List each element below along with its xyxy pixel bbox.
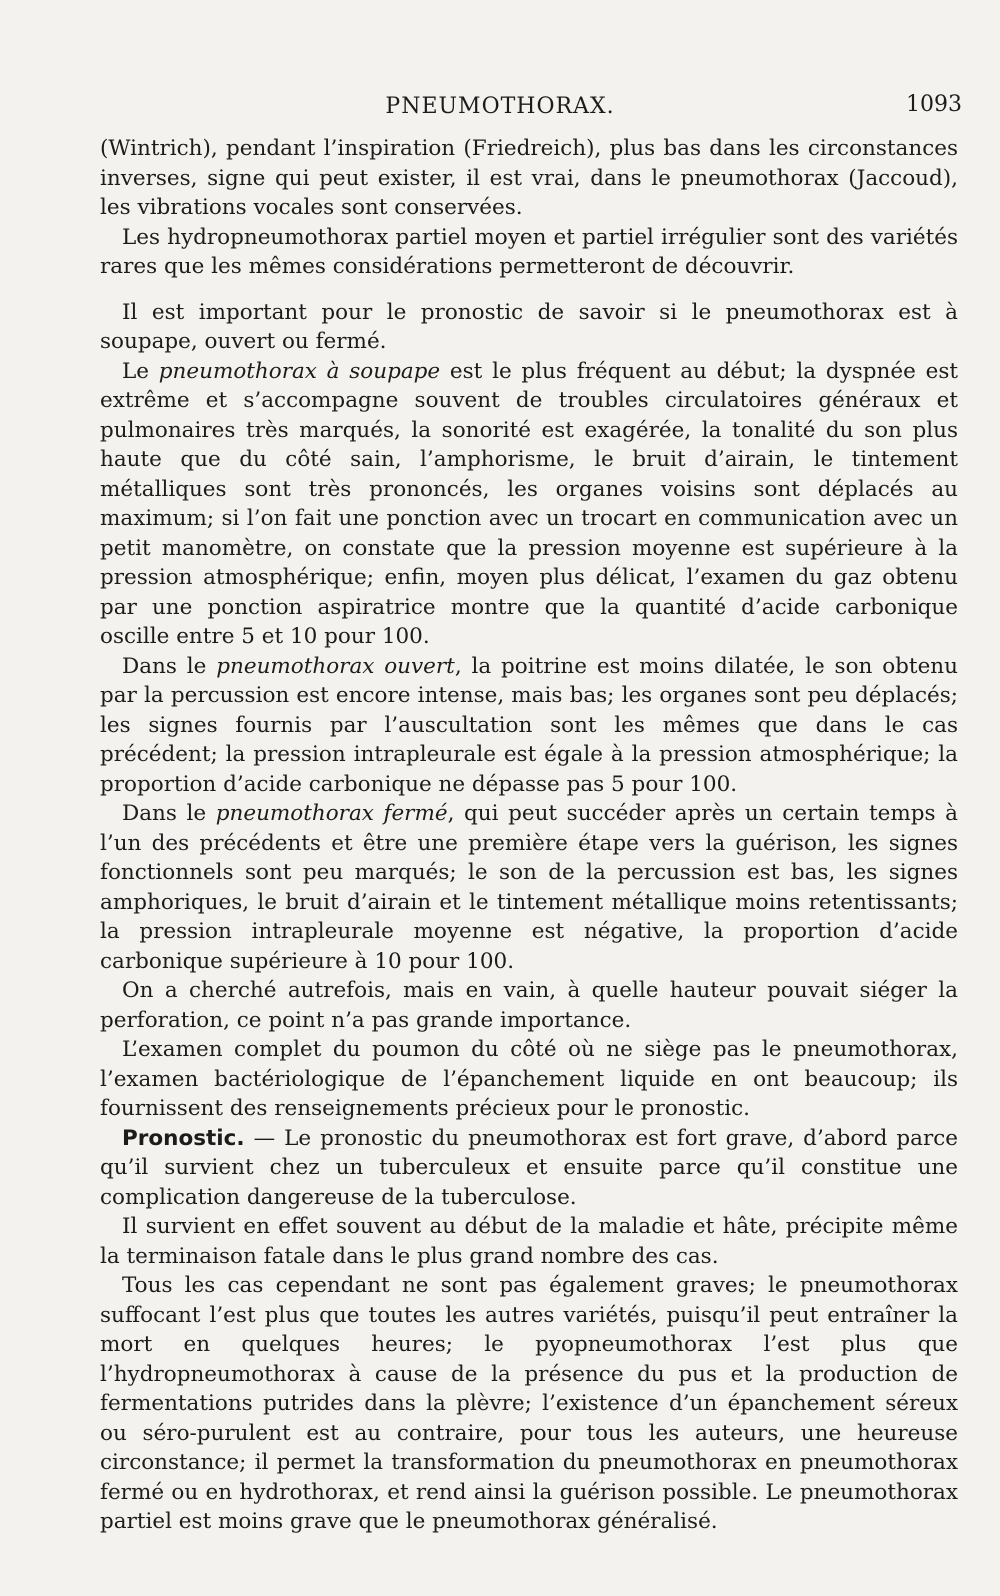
paragraph-text: — Le pronostic du pneumothorax est fort grave, d’abord parce qu’il survient chez un tuberculeux et ensuite parce qu’il constitue une complication dangereuse de la tuberculose. [100,1125,958,1210]
paragraph-text: Les hydropneumothorax partiel moyen et partiel irrégulier sont des variétés rares que les mêmes considérations permetteront de découvrir. [100,224,958,279]
paragraph [100,652,958,800]
paragraph-text: Le [122,358,159,384]
italic-term: pneumothorax ouvert [216,653,455,679]
paragraph-text: , qui peut succéder après un certain temps à l’un des précédents et être une première étape vers la guérison, les signes fonctionnels sont peu marqués; le son de la percussion est bas, les signes amphoriques, le bruit d’airain et le tintement métallique moins retentissants; la pression intrapleurale moyenne est négative, la proportion d’acide carbonique supérieure à 10 pour 100. [100,801,958,974]
paragraph-text: On a cherché autrefois, mais en vain, à quelle hauteur pouvait siéger la perforation, ce point n’a pas grande importance. [100,978,958,1033]
italic-term: pneumothorax fermé [215,801,448,826]
paragraph [100,134,958,223]
paragraph [100,298,958,357]
paragraph [100,1212,958,1271]
page-number: 1093 [906,92,962,117]
paragraph [100,1035,958,1124]
section-heading: Pronostic. [122,1125,245,1151]
paragraph-text: (Wintrich), pendant l’inspiration (Friedreich), plus bas dans les circonstances inverses, signe qui peut exister, il est vrai, dans le pneumothorax (Jaccoud), les vibrations vocales sont conservées. [100,136,958,220]
paragraph [100,1271,958,1537]
paragraph-text: Il survient en effet souvent au début de la maladie et hâte, précipite même la terminaison fatale dans le plus grand nombre des cas. [100,1214,958,1269]
paragraph-text: Dans le [122,653,217,679]
paragraph [100,223,958,282]
paragraph-text: , la poitrine est moins dilatée, le son obtenu par la percussion est encore intense, mais bas; les organes sont peu déplacés; les signes fournis par l’auscultation sont les mêmes que dans le cas précédent; la pression intrapleurale est égale à la pression atmosphérique; la proportion d’acide carbonique ne dépasse pas 5 pour 100. [100,653,958,797]
paragraph-text: Dans le [122,801,216,826]
paragraph-text: Il est important pour le pronostic de savoir si le pneumothorax est à soupape, ouvert ou fermé. [100,299,958,354]
paragraph-text: L’examen complet du poumon du côté où ne siège pas le pneumothorax, l’examen bactériologique de l’épanchement liquide en ont beaucoup; ils fournissent des renseignements précieux pour le pronostic. [100,1037,958,1121]
paragraph-text: est le plus fréquent au début; la dyspnée est extrême et s’accompagne souvent de troubles circulatoires généraux et pulmonaires très marqués, la sonorité est exagérée, la tonalité du son plus haute que du côté sain, l’amphorisme, le bruit d’airain, le tintement métalliques sont très prononcés, les organes voisins sont déplacés au maximum; si l’on fait une ponction avec un trocart en communication avec un petit manomètre, on constate que la pression moyenne est supérieure à la pression atmosphérique; enfin, moyen plus délicat, l’examen du gaz obtenu par une ponction aspiratrice montre que la quantité d’acide carbonique oscille entre 5 et 10 pour 100. [100,358,958,649]
paragraph [100,1124,958,1213]
paragraph [100,357,958,652]
paragraph [100,976,958,1035]
page-header [0,88,1000,128]
paragraph [100,799,958,976]
body-text [100,134,958,1537]
running-title: PNEUMOTHORAX. [385,94,615,119]
paragraph-text: Tous les cas cependant ne sont pas également graves; le pneumothorax suffocant l’est plus que toutes les autres variétés, puisqu’il peut entraîner la mort en quelques heures; le pyopneumothorax l’est plus que l’hydropneumothorax à cause de la présence du pus et la production de fermentations putrides dans la plèvre; l’existence d’un épanchement séreux ou séro-purulent est au contraire, pour tous les auteurs, une heureuse circonstance; il permet la transformation du pneumothorax en pneumothorax fermé ou en hydrothorax, et rend ainsi la guérison possible. Le pneumothorax partiel est moins grave que le pneumothorax généralisé. [100,1273,958,1534]
italic-term: pneumothorax à soupape [158,358,441,384]
